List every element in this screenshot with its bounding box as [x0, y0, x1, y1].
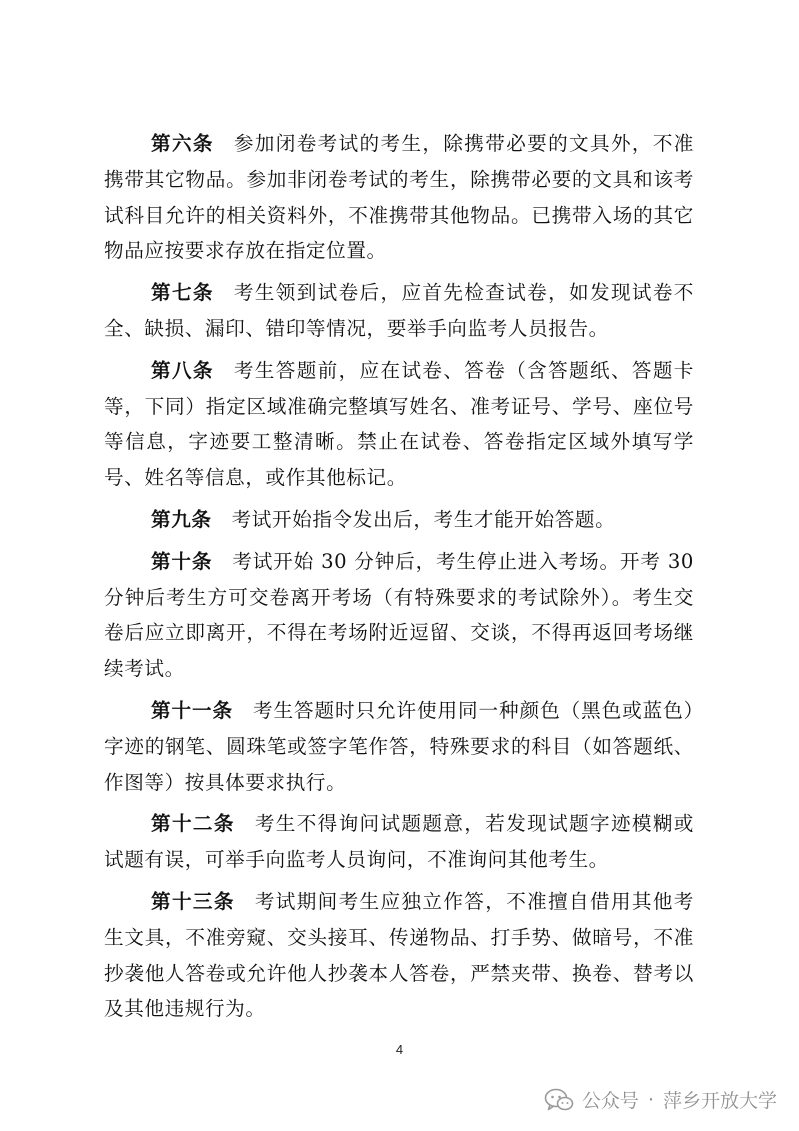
- article-heading: 第六条: [151, 132, 214, 155]
- article-9: [104, 502, 694, 538]
- article-7: [104, 275, 694, 347]
- watermark-separator: ·: [647, 1088, 654, 1111]
- article-10: [104, 544, 694, 687]
- article-heading: 第七条: [151, 281, 214, 305]
- article-heading: 第十一条: [151, 698, 234, 722]
- article-heading: 第八条: [151, 358, 214, 382]
- article-11: [104, 693, 694, 800]
- watermark: [544, 1086, 777, 1113]
- article-text: 考生领到试卷后，应首先检查试卷，如发现试卷不全、缺损、漏印、错印等情况，要举手向监考人员报告。: [104, 281, 694, 340]
- article-text: 考试开始 30 分钟后，考生停止进入考场。开考 30 分钟后考生方可交卷离开考场（有特殊要求的考试除外）。考生交卷后应立即离开，不得在考场附近逗留、交谈，不得再返回考场继续考试。: [104, 549, 694, 681]
- article-text: 考试期间考生应独立作答，不准擅自借用其他考生文具，不准旁窥、交头接耳、传递物品、打手势、做暗号，不准抄袭他人答卷或允许他人抄袭本人答卷，严禁夹带、换卷、替考以及其他违规行为。: [104, 889, 694, 1021]
- article-heading: 第十三条: [151, 889, 235, 913]
- wechat-icon: [544, 1087, 574, 1113]
- article-6: [104, 126, 694, 269]
- article-heading: 第十二条: [151, 812, 235, 836]
- article-list: [104, 126, 694, 1033]
- article-text: 考生不得询问试题题意，若发现试题字迹模糊或试题有误，可举手向监考人员询问，不准询问其他考生。: [104, 812, 694, 872]
- article-heading: 第十条: [151, 549, 213, 573]
- page-number: 4: [395, 1042, 404, 1057]
- article-heading: 第九条: [151, 507, 212, 531]
- article-text: 考生答题时只允许使用同一种颜色（黑色或蓝色）字迹的钢笔、圆珠笔或签字笔作答，特殊要求的科目（如答题纸、作图等）按具体要求执行。: [104, 698, 694, 794]
- article-text: 参加闭卷考试的考生，除携带必要的文具外，不准携带其它物品。参加非闭卷考试的考生，除携带必要的文具和该考试科目允许的相关资料外，不准携带其他物品。已携带入场的其它物品应按要求存放在指定位置。: [104, 132, 694, 263]
- article-8: [104, 353, 694, 496]
- watermark-account: 萍乡开放大学: [662, 1090, 777, 1112]
- watermark-prefix: 公众号: [581, 1090, 639, 1112]
- article-12: [104, 806, 694, 878]
- article-text: 考生答题前，应在试卷、答卷（含答题纸、答题卡等，下同）指定区域准确完整填写姓名、准考证号、学号、座位号等信息，字迹要工整清晰。禁止在试卷、答卷指定区域外填写学号、姓名等信息，或作其他标记。: [104, 358, 694, 490]
- article-text: 考试开始指令发出后，考生才能开始答题。: [231, 507, 616, 531]
- article-13: [104, 884, 694, 1027]
